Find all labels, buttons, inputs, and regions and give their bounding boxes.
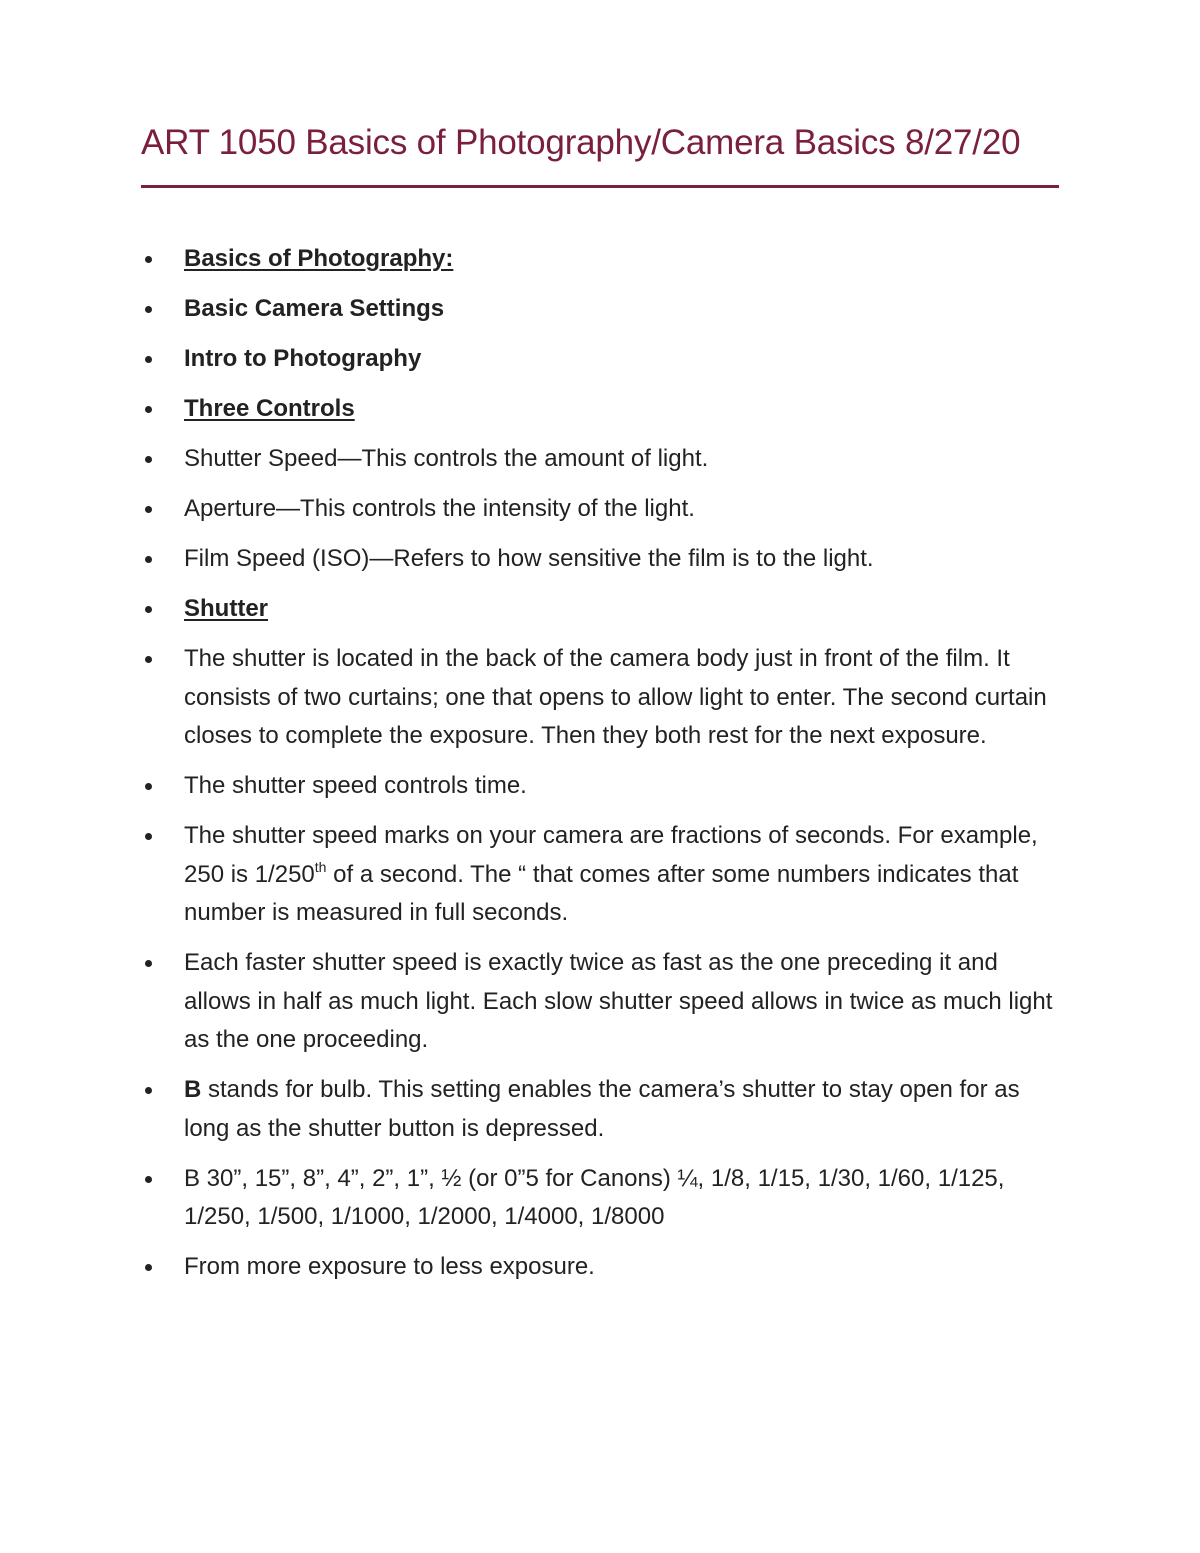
list-item-text xyxy=(184,1076,1020,1142)
bullet-icon xyxy=(145,656,152,663)
section-heading-basics: Basics of Photography: xyxy=(184,245,454,272)
list-item xyxy=(141,340,1061,379)
list-item-text: Each faster shutter speed is exactly twice as fast as the one preceding it and allows in half as much light. Each slow shutter speed allows in twice as much light as the one proceeding. xyxy=(184,949,1053,1053)
list-item xyxy=(141,1071,1061,1148)
list-item-text-part: of a second. The “ that comes after some numbers indicates that number is measured in full seconds. xyxy=(184,860,1019,926)
bullet-icon xyxy=(145,356,152,363)
list-item-text: Aperture—This controls the intensity of the light. xyxy=(184,495,695,522)
bullet-list xyxy=(141,240,1061,1298)
bullet-icon xyxy=(145,960,152,967)
list-item-text: The shutter is located in the back of the camera body just in front of the film. It consists of two curtains; one that opens to allow light to enter. The second curtain closes to complete the exposure. Then they both rest for the next exposure. xyxy=(184,645,1047,749)
list-item xyxy=(141,1248,1061,1287)
list-item xyxy=(141,817,1061,933)
document-title: ART 1050 Basics of Photography/Camera Basics 8/27/20 xyxy=(141,123,1021,162)
bullet-icon xyxy=(145,506,152,513)
bullet-icon xyxy=(145,1264,152,1271)
list-item xyxy=(141,767,1061,806)
list-item xyxy=(141,290,1061,329)
list-item xyxy=(141,1160,1061,1237)
list-item xyxy=(141,540,1061,579)
superscript-suffix: th xyxy=(314,858,327,875)
list-item xyxy=(141,640,1061,756)
list-item xyxy=(141,590,1061,629)
list-item xyxy=(141,440,1061,479)
bullet-icon xyxy=(145,256,152,263)
list-item-text: Basic Camera Settings xyxy=(184,295,445,322)
section-heading-shutter: Shutter xyxy=(184,595,268,622)
bullet-icon xyxy=(145,1176,152,1183)
list-item-text-part: stands for bulb. This setting enables the camera’s shutter to stay open for as long as the shutter button is depressed. xyxy=(184,1076,1020,1142)
section-heading-three-controls: Three Controls xyxy=(184,395,355,422)
list-item xyxy=(141,390,1061,429)
list-item-text xyxy=(184,822,1038,926)
list-item-text: Film Speed (ISO)—Refers to how sensitive the film is to the light. xyxy=(184,545,874,572)
list-item-text: Intro to Photography xyxy=(184,345,422,372)
list-item xyxy=(141,240,1061,279)
bullet-icon xyxy=(145,456,152,463)
bullet-icon xyxy=(145,606,152,613)
title-divider xyxy=(141,185,1059,188)
bullet-icon xyxy=(145,783,152,790)
list-item xyxy=(141,490,1061,529)
bulb-setting-letter: B xyxy=(184,1076,202,1103)
list-item xyxy=(141,944,1061,1060)
bullet-icon xyxy=(145,306,152,313)
shutter-speed-sequence: B 30”, 15”, 8”, 4”, 2”, 1”, ½ (or 0”5 for Canons) ¼, 1/8, 1/15, 1/30, 1/60, 1/125, 1/250, 1/500, 1/1000, 1/2000, 1/4000, 1/8000 xyxy=(184,1164,1005,1230)
list-item-text: Shutter Speed—This controls the amount of light. xyxy=(184,445,709,472)
bullet-icon xyxy=(145,556,152,563)
bullet-icon xyxy=(145,1087,152,1094)
list-item-text-part: The shutter speed marks on your camera are fractions of seconds. For example, 250 is 1/250 xyxy=(184,822,1038,888)
bullet-icon xyxy=(145,406,152,413)
bullet-icon xyxy=(145,833,152,840)
list-item-text: The shutter speed controls time. xyxy=(184,772,527,799)
list-item-text: From more exposure to less exposure. xyxy=(184,1253,595,1280)
